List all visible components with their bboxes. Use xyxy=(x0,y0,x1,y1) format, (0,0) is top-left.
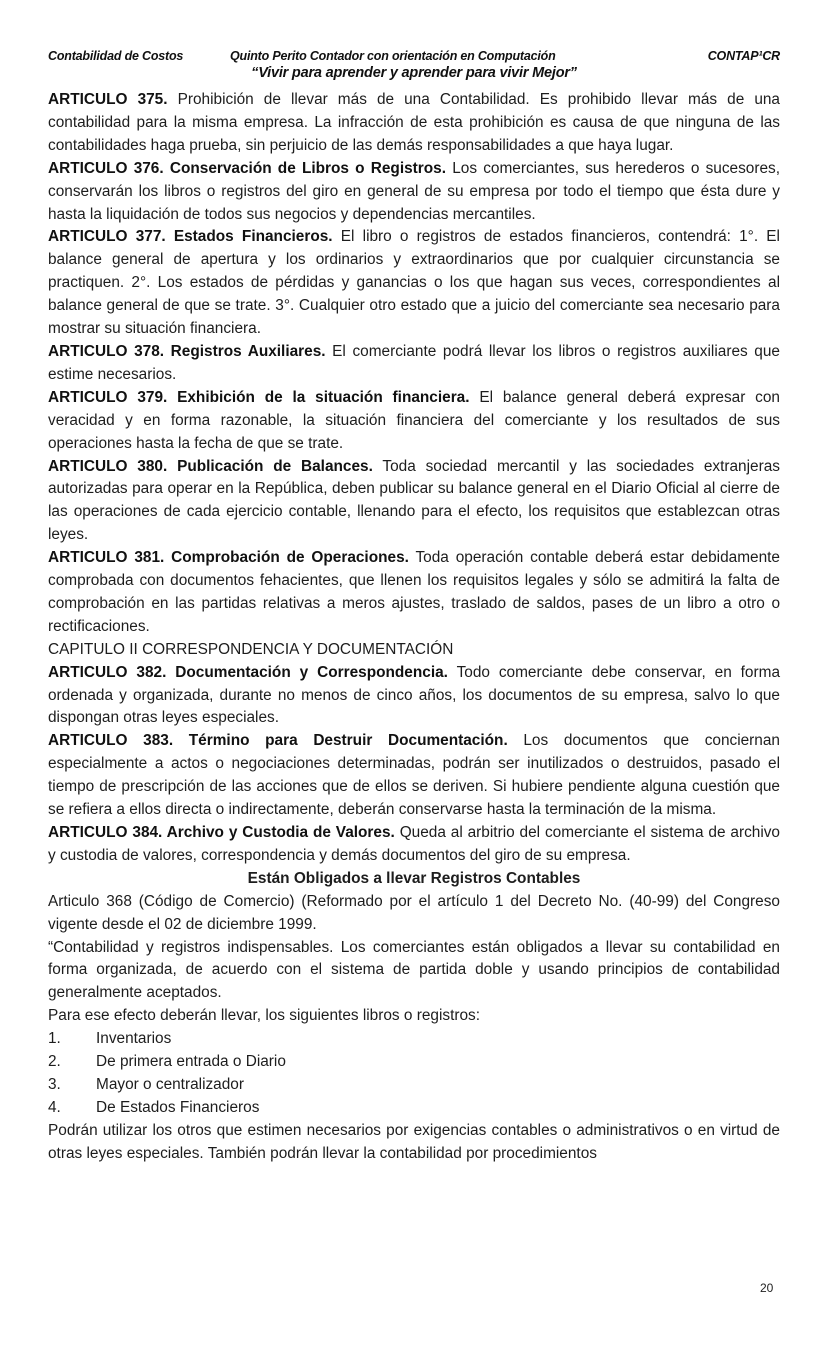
article-label: ARTICULO 382. xyxy=(48,663,167,681)
header-motto: “Vivir para aprender y aprender para vivir Mejor” xyxy=(251,65,577,81)
article-label: ARTICULO 383. xyxy=(48,732,174,750)
header-row xyxy=(48,49,780,63)
article-label: ARTICULO 376. xyxy=(48,159,164,177)
article-text: Los comerciantes, sus herederos o sucesores, conservarán los libros o registros del giro en general de su empresa por todo el tiempo que ésta dure y hasta la liquidación de todos sus negocios y dependencias mercantiles. xyxy=(48,159,780,223)
article-text: Todo comerciante debe conservar, en forma ordenada y organizada, durante no menos de cinco años, los documentos de su empresa, salvo lo que dispongan otras leyes especiales. xyxy=(48,663,781,727)
header-course: Contabilidad de Costos xyxy=(48,49,184,63)
article-label: ARTICULO 384. xyxy=(48,824,163,841)
article-text: Los documentos que conciernan especialmente a actos o negociaciones determinadas, podrán ser inutilizados o destruidos, pasado el tiempo de prescripción de las acciones que de ellos se deriven. Si hubiere pendiente alguna cuestión que se refiera a ellos directa o indirectamente, deberán conservarse hasta la terminación de la misma. xyxy=(48,732,780,819)
article-text: Queda al arbitrio del comerciante el sistema de archivo y custodia de valores, correspondencia y demás documentos del giro de su empresa. xyxy=(48,824,780,864)
article-text: El balance general deberá expresar con veracidad y en forma razonable, la situación financiera del comerciante y los resultados de sus operaciones hasta la fecha de que se trate. xyxy=(48,388,780,452)
header-program: Quinto Perito Contador con orientación en Computación xyxy=(230,49,556,63)
header-school: CONTAP¹CR xyxy=(707,49,780,63)
list-number: 1. xyxy=(48,1030,61,1048)
article-title: Documentación y Correspondencia. xyxy=(166,663,448,681)
article-title: Conservación de Libros o Registros. xyxy=(163,159,447,177)
article-title: Exhibición de la situación financiera. xyxy=(167,388,470,406)
article-377 xyxy=(48,226,780,341)
article-text: El libro o registros de estados financieros, contendrá: 1°. El balance general de apertura y los ordinarios y extraordinarios que por cualquier circunstancia se practiquen. 2°. Los estados de pérdidas y ganancias o los que hagan sus veces, correspondientes al balance general de que se trate. 3°. Cualquier otro estado que a juicio del comerciante sea necesario para mostrar su situación financiera. xyxy=(48,228,780,338)
page-header xyxy=(48,49,780,89)
page-content xyxy=(48,89,780,1166)
section-paragraph: Para ese efecto deberán llevar, los siguientes libros o registros: xyxy=(48,1007,481,1025)
article-label: ARTICULO 375. xyxy=(48,91,168,108)
section-title: Están Obligados a llevar Registros Contables xyxy=(247,869,581,887)
books-list-item xyxy=(48,1097,780,1120)
article-379 xyxy=(48,387,780,456)
article-378 xyxy=(48,341,780,387)
article-label: ARTICULO 379. xyxy=(48,388,168,406)
closing-paragraph: Podrán utilizar los otros que estimen necesarios por exigencias contables o administrativos o en virtud de otras leyes especiales. También podrán llevar la contabilidad por procedimientos xyxy=(48,1121,780,1162)
article-title: Publicación de Balances. xyxy=(167,457,373,475)
article-text: El comerciante podrá llevar los libros o registros auxiliares que estime necesarios. xyxy=(48,342,780,383)
list-label: De primera entrada o Diario xyxy=(96,1053,286,1071)
list-number: 2. xyxy=(48,1053,61,1071)
books-list-item xyxy=(48,1074,780,1097)
article-381 xyxy=(48,547,780,639)
article-384 xyxy=(48,822,780,868)
chapter-heading: CAPITULO II CORRESPONDENCIA Y DOCUMENTACIÓN xyxy=(48,640,454,658)
article-375 xyxy=(48,89,780,158)
article-text: Prohibición de llevar más de una Contabilidad. Es prohibido llevar más de una contabilidad para la misma empresa. La infracción de esta prohibición es causa de que ninguna de las contabilidades haga prueba, sin perjuicio de las demás responsabilidades a que haya lugar. xyxy=(48,91,780,154)
list-number: 3. xyxy=(48,1075,61,1093)
article-label: ARTICULO 380. xyxy=(48,457,168,475)
article-label: ARTICULO 381. xyxy=(48,549,165,567)
article-383 xyxy=(48,730,780,822)
article-382 xyxy=(48,662,780,731)
books-list-item xyxy=(48,1028,780,1051)
article-380 xyxy=(48,456,780,548)
section-paragraph: “Contabilidad y registros indispensables. Los comerciantes están obligados a llevar su contabilidad en forma organizada, de acuerdo con el sistema de partida doble y usando principios de contabilidad generalmente aceptados. xyxy=(48,938,780,1002)
article-title: Comprobación de Operaciones. xyxy=(164,549,409,567)
list-label: Inventarios xyxy=(96,1030,172,1048)
article-title: Archivo y Custodia de Valores. xyxy=(162,824,395,841)
section-paragraph: Articulo 368 (Código de Comercio) (Reformado por el artículo 1 del Decreto No. (40-99) del Congreso vigente desde el 02 de diciembre 1999. xyxy=(48,892,780,933)
list-number: 4. xyxy=(48,1098,61,1116)
article-376 xyxy=(48,158,780,227)
article-label: ARTICULO 378. xyxy=(48,342,165,360)
list-label: De Estados Financieros xyxy=(96,1098,260,1116)
books-list-item xyxy=(48,1051,780,1074)
page-number: 20 xyxy=(760,1281,774,1295)
article-text: Toda operación contable deberá estar debidamente comprobada con documentos fehacientes, que llenen los requisitos legales y sólo se admitirá la falta de comprobación en las partidas relativas a meros ajustes, traslado de saldos, pases de un libro a otro o rectificaciones. xyxy=(48,549,780,635)
article-title: Registros Auxiliares. xyxy=(164,342,326,360)
article-text: Toda sociedad mercantil y las sociedades extranjeras autorizadas para operar en la República, deben publicar su balance general en el Diario Oficial al cierre de las operaciones de cada ejercicio contable, llenando para el efecto, los requisitos que establezcan otras leyes. xyxy=(48,457,780,544)
article-title: Estados Financieros. xyxy=(165,228,333,246)
list-label: Mayor o centralizador xyxy=(96,1075,244,1093)
article-label: ARTICULO 377. xyxy=(48,228,166,246)
article-title: Término para Destruir Documentación. xyxy=(173,732,508,750)
